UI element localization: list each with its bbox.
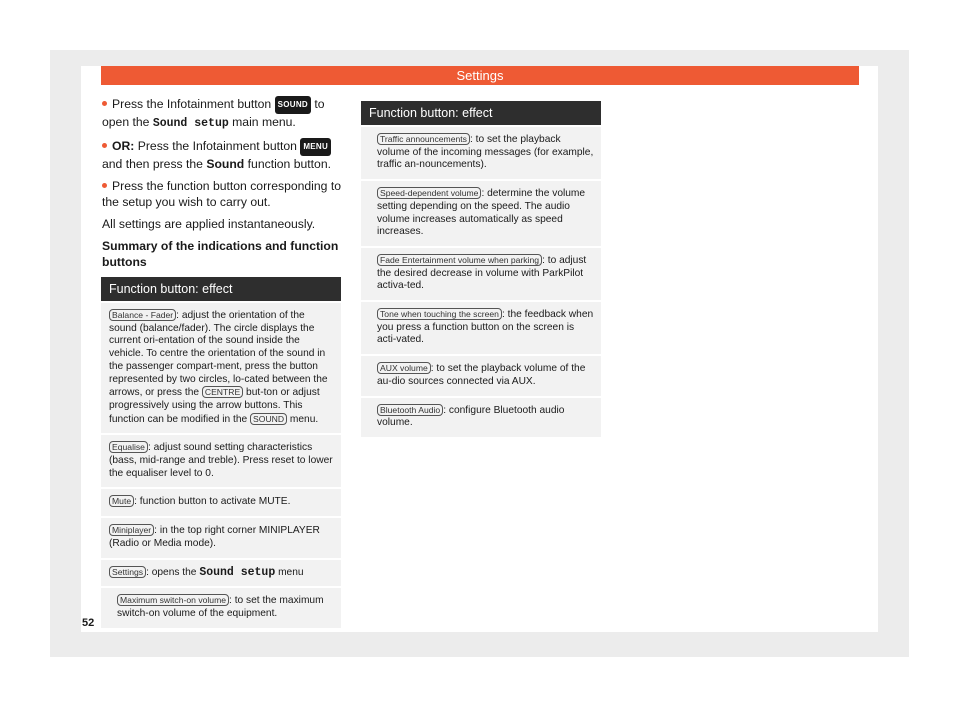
intro-bullet-3 — [102, 178, 342, 210]
row-text: : configure Bluetooth audio volume. — [377, 404, 565, 429]
intro-text: Press the Infotainment button — [134, 139, 301, 153]
row-text: menu. — [287, 413, 319, 425]
table-row — [361, 181, 601, 246]
intro-bullet-2 — [102, 138, 342, 172]
row-text: : in the top right corner MINIPLAYER (Radio or Media mode). — [109, 525, 320, 549]
bullet-icon — [102, 96, 112, 106]
row-text: : the feedback when you press a function button on the screen is acti-vated. — [377, 309, 594, 346]
table-row — [361, 127, 601, 179]
summary-heading: Summary of the indications and function buttons — [102, 239, 339, 269]
function-table-left — [101, 277, 341, 628]
menu-name: Sound setup — [152, 117, 229, 130]
function-button-tag: Tone when touching the screen — [377, 308, 502, 320]
table-row — [101, 560, 341, 587]
row-text: : opens the — [146, 566, 200, 578]
row-text: : function button to activate MUTE. — [134, 496, 291, 508]
row-text: : to set the playback volume of the au-dio sources connected via AUX. — [377, 363, 586, 387]
row-text: : to set the playback volume of the incoming messages (for example, traffic an-nouncements). — [377, 134, 594, 171]
row-text: : to set the maximum switch-on volume of the equipment. — [117, 595, 324, 619]
function-button-tag: Balance - Fader — [109, 309, 176, 321]
section-header: Settings — [101, 66, 859, 85]
row-text: : adjust the orientation of the sound (balance/fader). The circle displays the current ori-entation of the sound inside the vehicle. To centre the orientation of the sound in the passenger compart-ment, press the button represented by two circles, lo-cated between the arrows, or press the — [109, 310, 328, 399]
table-row — [101, 588, 341, 627]
function-button-tag: Fade Entertainment volume when parking — [377, 254, 542, 266]
row-text: but-ton or adjust progressively using the arrow buttons. This function can be modified in the — [109, 387, 320, 425]
function-button-tag: CENTRE — [202, 386, 243, 398]
intro-text: Press the function button corresponding to the setup you wish to carry out. — [102, 179, 341, 209]
table-row — [361, 302, 601, 354]
table-row — [101, 518, 341, 557]
function-button-tag: Equalise — [109, 441, 148, 453]
function-button-tag: SOUND — [250, 413, 287, 425]
intro-column — [102, 96, 342, 280]
table-row — [101, 303, 341, 433]
intro-text: function button. — [244, 157, 331, 171]
bullet-icon — [102, 178, 112, 188]
all-settings-text: All settings are applied instantaneously. — [102, 217, 316, 231]
function-table-right — [361, 101, 601, 437]
table-header: Function button: effect — [101, 277, 341, 301]
function-button-tag: Maximum switch-on volume — [117, 594, 229, 606]
table-header: Function button: effect — [361, 101, 601, 125]
intro-text: and then press the — [102, 157, 207, 171]
row-text: : to adjust the desired decrease in volume with ParkPilot activa-ted. — [377, 254, 587, 292]
or-label: OR: — [112, 139, 135, 153]
intro-text: main menu. — [228, 115, 296, 129]
table-row — [361, 398, 601, 437]
row-text: : adjust sound setting characteristics (bass, mid-range and treble). Press reset to lower the equaliser level to 0. — [109, 442, 333, 479]
menu-name: Sound setup — [199, 565, 276, 579]
function-button-tag: AUX volume — [377, 362, 431, 374]
table-row — [361, 356, 601, 395]
function-button-tag: Traffic announcements — [377, 133, 470, 145]
function-button-tag: Miniplayer — [109, 524, 154, 536]
row-text: menu — [275, 566, 304, 578]
row-text: : determine the volume setting depending on the speed. The audio volume increases automatically as speed increases. — [377, 188, 586, 238]
menu-button-icon: MENU — [300, 138, 331, 156]
function-button-tag: Speed-dependent volume — [377, 187, 481, 199]
intro-bullet-1 — [102, 96, 342, 132]
bullet-icon — [102, 138, 112, 148]
table-row — [101, 435, 341, 487]
function-button-tag: Mute — [109, 495, 134, 507]
intro-text: Press the Infotainment button — [112, 97, 275, 111]
table-row — [101, 489, 341, 516]
table-row — [361, 248, 601, 300]
intro-text: to open the — [102, 97, 325, 129]
function-button-tag: Settings — [109, 566, 146, 578]
sound-label: Sound — [206, 157, 245, 171]
page-number: 52 — [82, 617, 95, 629]
sound-button-icon: SOUND — [275, 96, 311, 114]
function-button-tag: Bluetooth Audio — [377, 404, 443, 416]
